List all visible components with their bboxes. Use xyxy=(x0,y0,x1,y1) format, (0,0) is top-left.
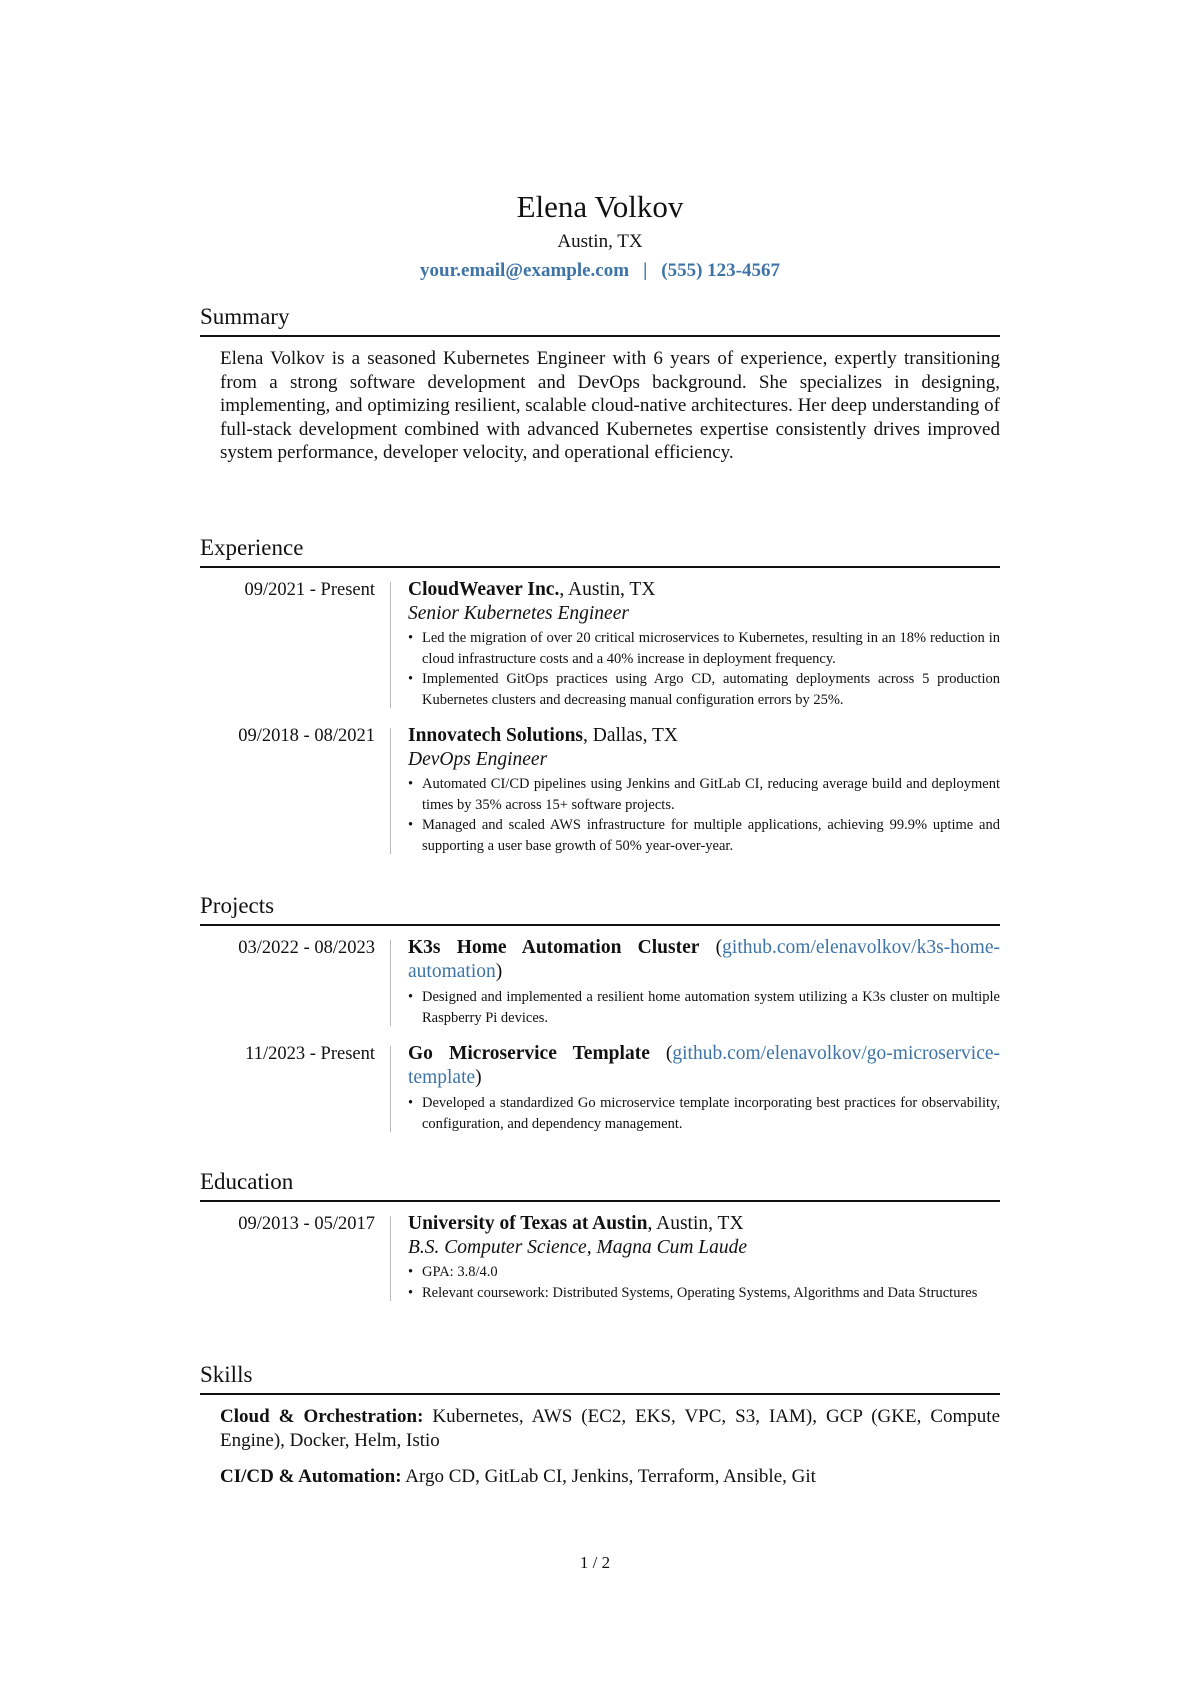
phone-link[interactable]: (555) 123-4567 xyxy=(661,260,780,281)
skill-value: Kubernetes, AWS (EC2, EKS, VPC, S3, IAM), GCP (GKE, Compute Engine), Docker, Helm, Istio xyxy=(220,1406,1000,1451)
entry-date: 09/2021 - Present xyxy=(244,580,375,600)
projects-section xyxy=(200,891,1000,1134)
project-name: Go Microservice Template xyxy=(408,1043,650,1064)
section-title-experience: Experience xyxy=(200,535,304,560)
timeline-bar xyxy=(390,1046,391,1132)
section-rule xyxy=(200,924,1000,926)
paren-close: ) xyxy=(495,961,503,982)
contact-line xyxy=(200,257,1000,285)
entry-org: Innovatech Solutions xyxy=(408,725,584,746)
skill-value: Argo CD, GitLab CI, Jenkins, Terraform, Ansible, Git xyxy=(401,1466,816,1487)
bullet-item: • Designed and implemented a resilient home automation system utilizing a K3s cluster on multiple Raspberry Pi devices. xyxy=(408,987,1000,1028)
entry-bullets xyxy=(408,1093,1000,1134)
entry-place: , Dallas, TX xyxy=(583,725,678,746)
education-section xyxy=(200,1167,1000,1303)
entry-place: , Austin, TX xyxy=(559,579,656,600)
experience-section xyxy=(200,533,1000,856)
entry-date: 11/2023 - Present xyxy=(245,1044,375,1064)
candidate-location: Austin, TX xyxy=(557,231,643,252)
entry-place: , Austin, TX xyxy=(647,1213,744,1234)
project-entry xyxy=(200,936,1000,1028)
entry-bullets xyxy=(408,628,1000,710)
entry-title xyxy=(408,724,1000,748)
bullet-item: • Relevant coursework: Distributed Systems, Operating Systems, Algorithms and Data Structures xyxy=(408,1283,1000,1304)
skill-label: Cloud & Orchestration: xyxy=(220,1406,424,1427)
education-entry xyxy=(200,1212,1000,1303)
candidate-name: Elena Volkov xyxy=(516,189,684,224)
project-link[interactable]: github.com/elenavolkov/k3s-home-automation xyxy=(408,937,1000,982)
entry-org: CloudWeaver Inc. xyxy=(408,579,560,600)
page-number: 1 / 2 xyxy=(579,1553,611,1572)
bullet-item: • Automated CI/CD pipelines using Jenkins and GitLab CI, reducing average build and deployment times by 35% across 15+ software projects. xyxy=(408,774,1000,815)
section-rule xyxy=(200,1200,1000,1202)
project-entry xyxy=(200,1042,1000,1134)
section-title-skills: Skills xyxy=(200,1362,253,1387)
entry-date: 09/2018 - 08/2021 xyxy=(238,726,375,746)
bullet-item: • GPA: 3.8/4.0 xyxy=(408,1262,1000,1283)
skill-row xyxy=(220,1405,1000,1452)
skill-label: CI/CD & Automation: xyxy=(220,1466,402,1487)
entry-title xyxy=(408,578,1000,602)
timeline-bar xyxy=(390,582,391,708)
bullet-item: • Managed and scaled AWS infrastructure for multiple applications, achieving 99.9% uptime and supporting a user base growth of 50% year-over-year. xyxy=(408,815,1000,856)
entry-title xyxy=(408,936,1000,984)
entry-org: University of Texas at Austin xyxy=(408,1213,648,1234)
skills-section xyxy=(200,1360,1000,1489)
paren-open: ( xyxy=(699,937,723,958)
timeline-bar xyxy=(390,1216,391,1301)
timeline-bar xyxy=(390,940,391,1026)
project-name: K3s Home Automation Cluster xyxy=(408,937,700,958)
paren-open: ( xyxy=(649,1043,673,1064)
entry-date: 03/2022 - 08/2023 xyxy=(238,938,375,958)
entry-role: DevOps Engineer xyxy=(408,749,548,770)
section-rule xyxy=(200,335,1000,337)
section-rule xyxy=(200,1393,1000,1395)
entry-role: Senior Kubernetes Engineer xyxy=(408,603,629,624)
summary-section xyxy=(200,302,1000,465)
contact-separator: | xyxy=(643,260,648,281)
entry-title xyxy=(408,1212,1000,1236)
section-title-education: Education xyxy=(200,1169,294,1194)
entry-bullets xyxy=(408,774,1000,856)
experience-entry xyxy=(200,724,1000,856)
entry-bullets xyxy=(408,987,1000,1028)
paren-close: ) xyxy=(475,1067,482,1088)
timeline-bar xyxy=(390,728,391,854)
project-link[interactable]: github.com/elenavolkov/go-microservice-template xyxy=(408,1043,1000,1088)
skill-row xyxy=(220,1465,1000,1489)
entry-bullets xyxy=(408,1262,1000,1303)
bullet-item: • Led the migration of over 20 critical microservices to Kubernetes, resulting in an 18% reduction in cloud infrastructure costs and a 40% increase in deployment frequency. xyxy=(408,628,1000,669)
section-title-summary: Summary xyxy=(200,304,290,329)
bullet-item: • Implemented GitOps practices using Argo CD, automating deployments across 5 production Kubernetes clusters and decreasing manual configuration errors by 25%. xyxy=(408,669,1000,710)
entry-date: 09/2013 - 05/2017 xyxy=(238,1214,375,1234)
summary-text: Elena Volkov is a seasoned Kubernetes Engineer with 6 years of experience, expertly transitioning from a strong software development and DevOps background. She specializes in designing, implementing, and optimizing resilient, scalable cloud-native architectures. Her deep understanding of full-stack development combined with advanced Kubernetes expertise consistently drives improved system performance, developer velocity, and operational efficiency. xyxy=(220,348,1000,463)
experience-entry xyxy=(200,578,1000,710)
email-link[interactable]: your.email@example.com xyxy=(420,260,630,281)
entry-degree: B.S. Computer Science, Magna Cum Laude xyxy=(408,1237,748,1258)
bullet-item: • Developed a standardized Go microservice template incorporating best practices for observability, configuration, and dependency management. xyxy=(408,1093,1000,1134)
entry-title xyxy=(408,1042,1000,1090)
section-rule xyxy=(200,566,1000,568)
resume-header xyxy=(200,188,1000,285)
section-title-projects: Projects xyxy=(200,893,275,918)
